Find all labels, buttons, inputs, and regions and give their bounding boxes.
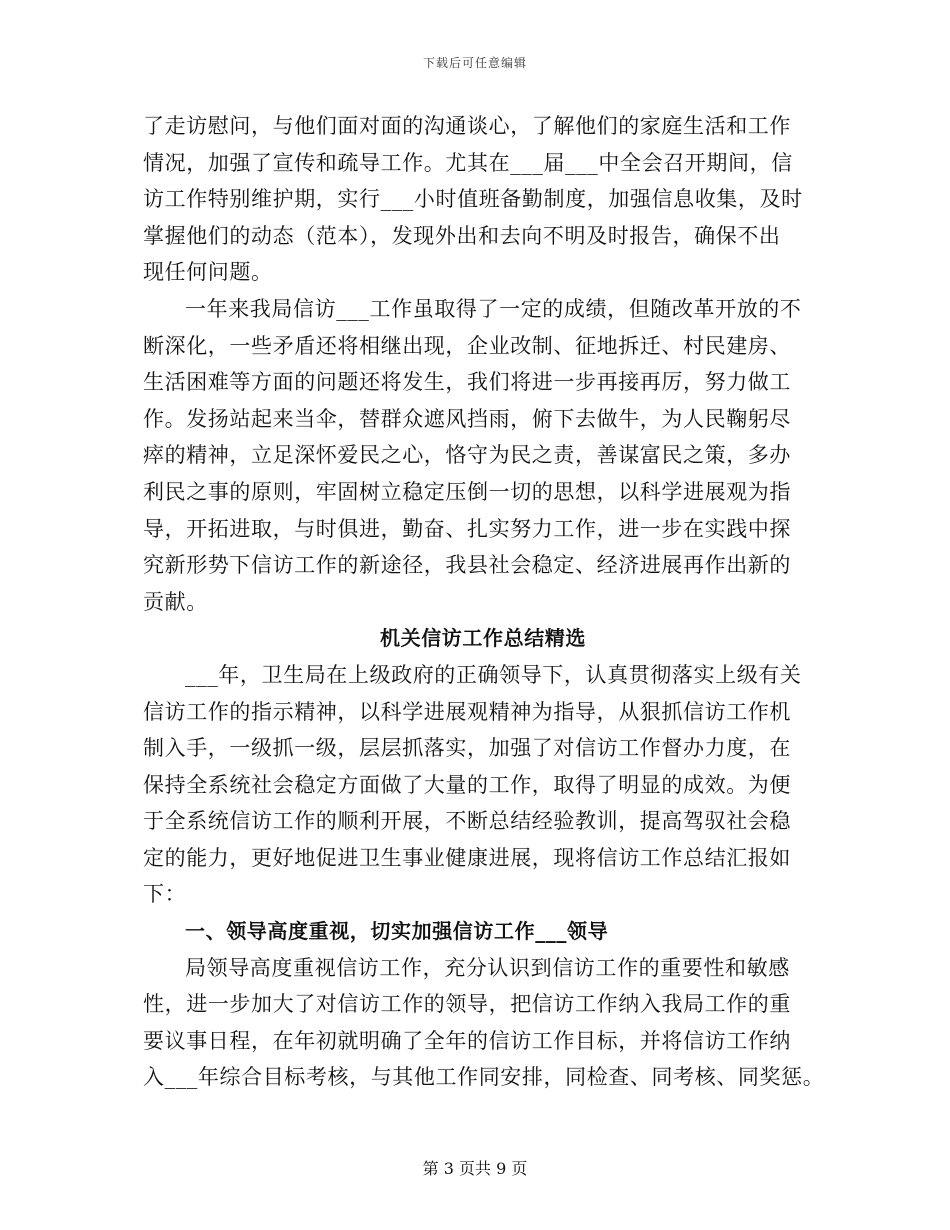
paragraph-line: 生活困难等方面的问题还将发生，我们将进一步再接再厉，努力做工 (143, 370, 791, 395)
paragraph-line: 导，开拓进取，与时俱进，勤奋、扎实努力工作，进一步在实践中探 (143, 516, 791, 541)
paragraph-line: 制入手，一级抓一级，层层抓落实，加强了对信访工作督办力度，在 (143, 736, 791, 761)
paragraph-line: 入___年综合目标考核，与其他工作同安排，同检查、同考核、同奖惩。 (143, 1065, 825, 1090)
paragraph-line: ___年，卫生局在上级政府的正确领导下，认真贯彻落实上级有关 (185, 662, 802, 687)
paragraph-line: 下： (143, 882, 187, 907)
paragraph-line: 要议事日程，在年初就明确了全年的信访工作目标，并将信访工作纳 (143, 1028, 791, 1053)
paragraph-line: 现任何问题。 (143, 260, 273, 285)
paragraph-line: 瘁的精神，立足深怀爱民之心，恪守为民之责，善谋富民之策，多办 (143, 443, 791, 468)
paragraph-line: 性，进一步加大了对信访工作的领导，把信访工作纳入我局工作的重 (143, 992, 791, 1017)
paragraph-line: 于全系统信访工作的顺利开展，不断总结经验教训，提高驾驭社会稳 (143, 809, 791, 834)
paragraph-line: 掌握他们的动态（范本），发现外出和去向不明及时报告，确保不出 (143, 223, 781, 248)
paragraph-line: 一年来我局信访___工作虽取得了一定的成绩，但随改革开放的不 (185, 296, 802, 321)
paragraph-line: 保持全系统社会稳定方面做了大量的工作，取得了明显的成效。为便 (143, 772, 791, 797)
section-heading: 一、领导高度重视，切实加强信访工作___领导 (185, 919, 609, 944)
header-note: 下载后可任意编辑 (422, 56, 527, 70)
paragraph-line: 了走访慰问，与他们面对面的沟通谈心，了解他们的家庭生活和工作 (143, 114, 791, 138)
paragraph-line: 究新形势下信访工作的新途径，我县社会稳定、经济进展再作出新的 (143, 553, 791, 578)
paragraph-line: 断深化，一些矛盾还将相继出现，企业改制、征地拆迁、村民建房、 (143, 333, 791, 358)
page-number: 第 3 页共 9 页 (422, 1159, 528, 1178)
document-body (143, 108, 823, 1096)
section-title: 机关信访工作总结精选 (380, 626, 586, 651)
paragraph-line: 访工作特别维护期，实行___小时值班备勤制度，加强信息收集，及时 (143, 187, 803, 212)
paragraph-line: 信访工作的指示精神，以科学进展观精神为指导，从狠抓信访工作机 (143, 699, 791, 724)
paragraph-line: 作。发扬站起来当伞，替群众遮风挡雨，俯下去做牛，为人民鞠躬尽 (143, 406, 791, 431)
paragraph-line: 贡献。 (143, 589, 208, 614)
paragraph-line: 情况，加强了宣传和疏导工作。尤其在___届___中全会召开期间，信 (143, 150, 793, 175)
paragraph-line: 利民之事的原则，牢固树立稳定压倒一切的思想，以科学进展观为指 (143, 479, 791, 504)
paragraph-line: 定的能力，更好地促进卫生事业健康进展，现将信访工作总结汇报如 (143, 845, 791, 870)
paragraph-line: 局领导高度重视信访工作，充分认识到信访工作的重要性和敏感 (185, 955, 790, 980)
